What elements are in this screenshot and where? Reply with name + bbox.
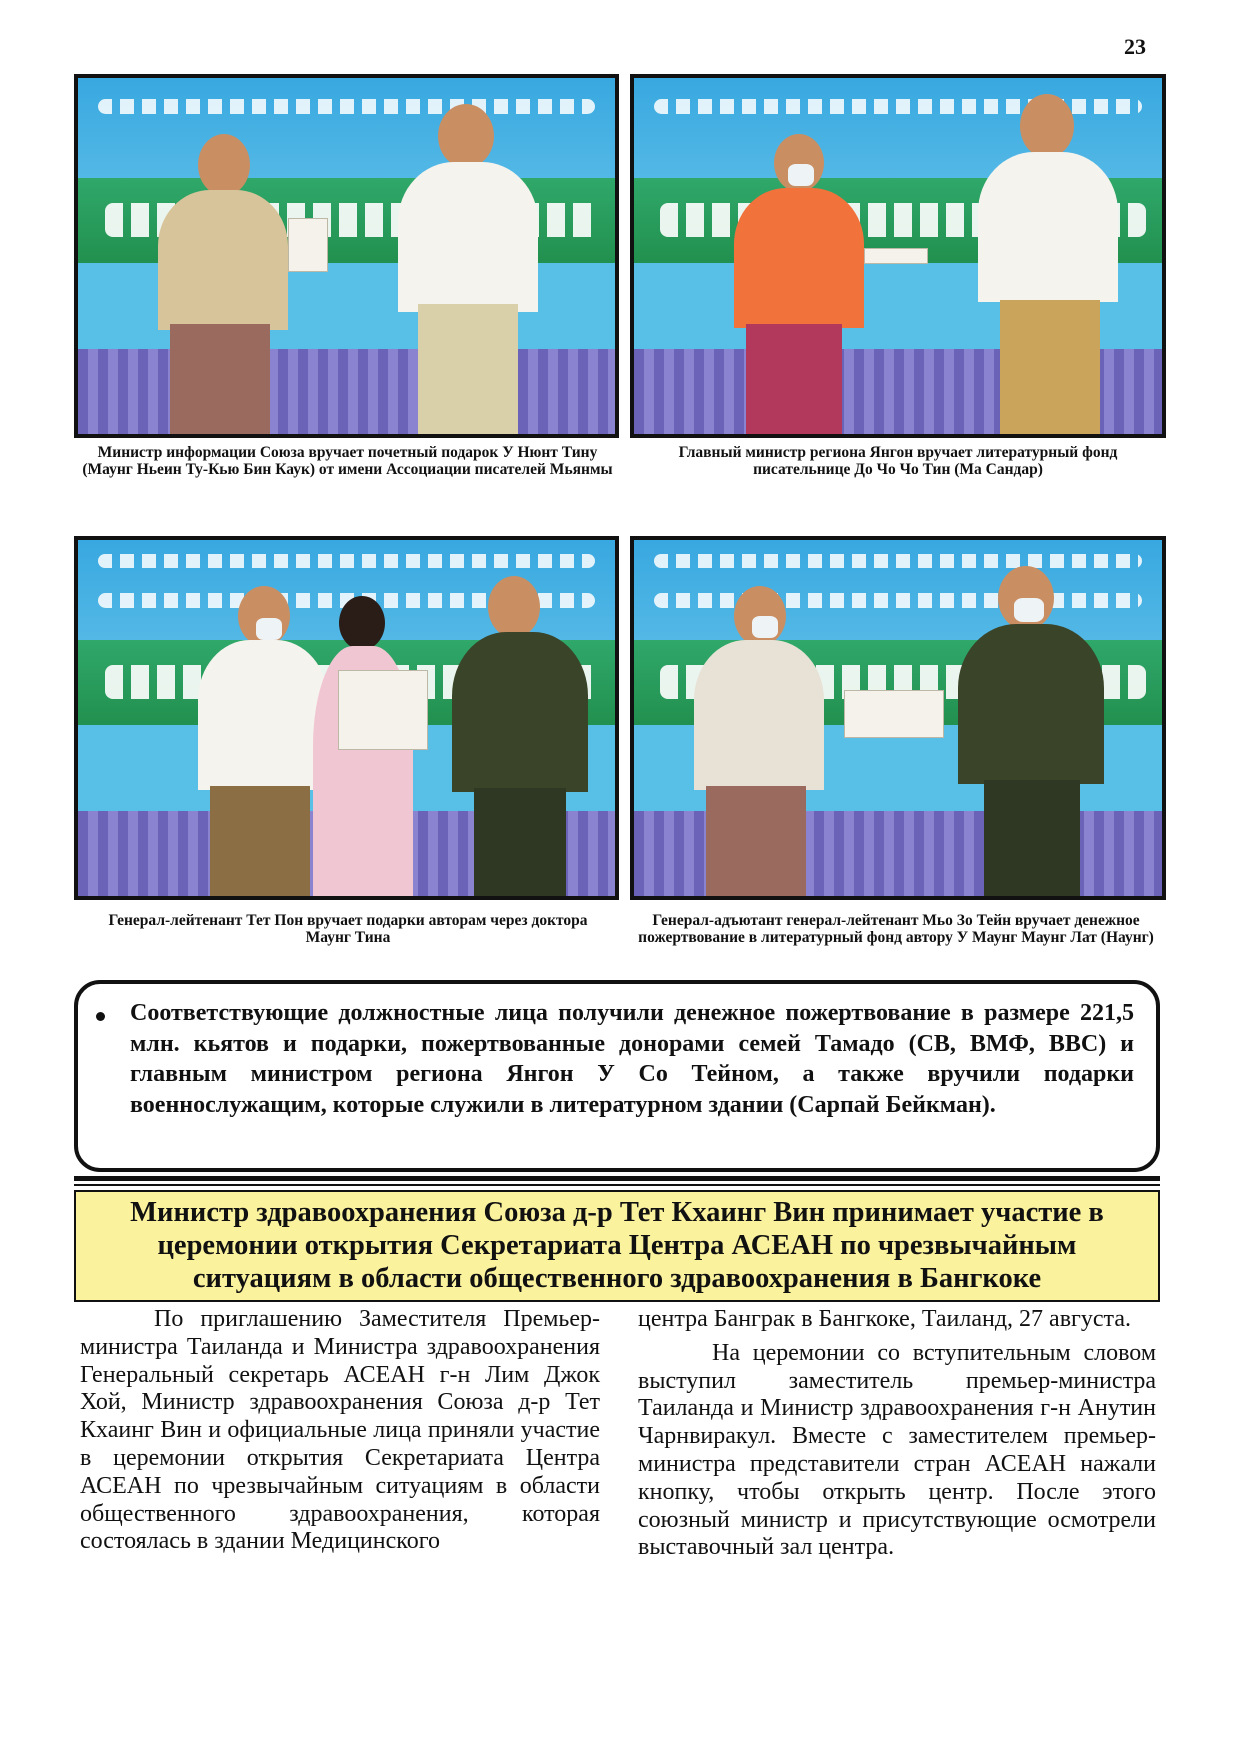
section-divider-thin — [74, 1184, 1160, 1186]
photo-1-caption: Министр информации Союза вручает почетный подарок У Нюнт Тину (Маунг Ньеин Ту-Кью Бин Каук) от имени Ассоциации писателей Мьянмы — [82, 444, 613, 478]
photo-3-caption: Генерал-лейтенант Тет Пон вручает подарки авторам через доктора Маунг Тина — [108, 912, 588, 946]
photo-lt-general-presents-gifts — [74, 536, 619, 900]
article-headline-box — [74, 1190, 1160, 1302]
photo-2-caption: Главный министр региона Янгон вручает литературный фонд писательнице До Чо Чо Тин (Ма Сандар) — [678, 444, 1118, 478]
photo-adjutant-general-presents-fund — [630, 536, 1166, 900]
article-column-left — [80, 1306, 600, 1556]
article-paragraph: центра Банграк в Бангкоке, Таиланд, 27 августа. — [638, 1306, 1131, 1332]
photo-minister-presents-gift — [74, 74, 619, 438]
article-column-right — [638, 1306, 1156, 1562]
section-divider-thick — [74, 1176, 1160, 1181]
page-number: 23 — [1124, 34, 1146, 59]
summary-bullet-text: Соответствующие должностные лица получили денежное пожертвование в размере 221,5 млн. кьятов и подарки, пожертвованные донорами семей Тамадо (СВ, ВМФ, ВВС) и главным министром региона Янгон У Со Тейном, а также вручили подарки военнослужащим, которые служили в литературном здании (Сарпай Бейкман). — [130, 1000, 1134, 1118]
photo-4-caption: Генерал-адъютант генерал-лейтенант Мьо Зо Тейн вручает денежное пожертвование в литературный фонд автору У Маунг Маунг Лат (Наунг) — [638, 912, 1154, 946]
article-paragraph: На церемонии со вступительным словом выступил заместитель премьер-министра Таиланда и Министр здравоохранения г-н Анутин Чарнвиракул. Вместе с заместителем премьер-министра представители стран АСЕАН нажали кнопку, чтобы открыть центр. После этого союзный министр и присутствующие осмотрели выставочный зал центра. — [638, 1339, 1156, 1561]
bullet-dot — [96, 1012, 105, 1021]
article-headline: Министр здравоохранения Союза д-р Тет Кхаинг Вин принимает участие в церемонии открытия Секретариата Центра АСЕАН по чрезвычайным ситуациям в области общественного здравоохранения в Бангкоке — [130, 1197, 1104, 1294]
article-paragraph: По приглашению Заместителя Премьер-министра Таиланда и Министра здравоохранения Генеральный секретарь АСЕАН г-н Лим Джок Хой, Министр здравоохранения Союза д-р Тет Кхаинг Вин и официальные лица приняли участие в церемонии открытия Секретариата Центра АСЕАН по чрезвычайным ситуациям в области общественного здравоохранения, которая состоялась в здании Медицинского — [80, 1306, 600, 1555]
photo-chief-minister-presents-fund — [630, 74, 1166, 438]
summary-bullet-box — [74, 980, 1160, 1172]
